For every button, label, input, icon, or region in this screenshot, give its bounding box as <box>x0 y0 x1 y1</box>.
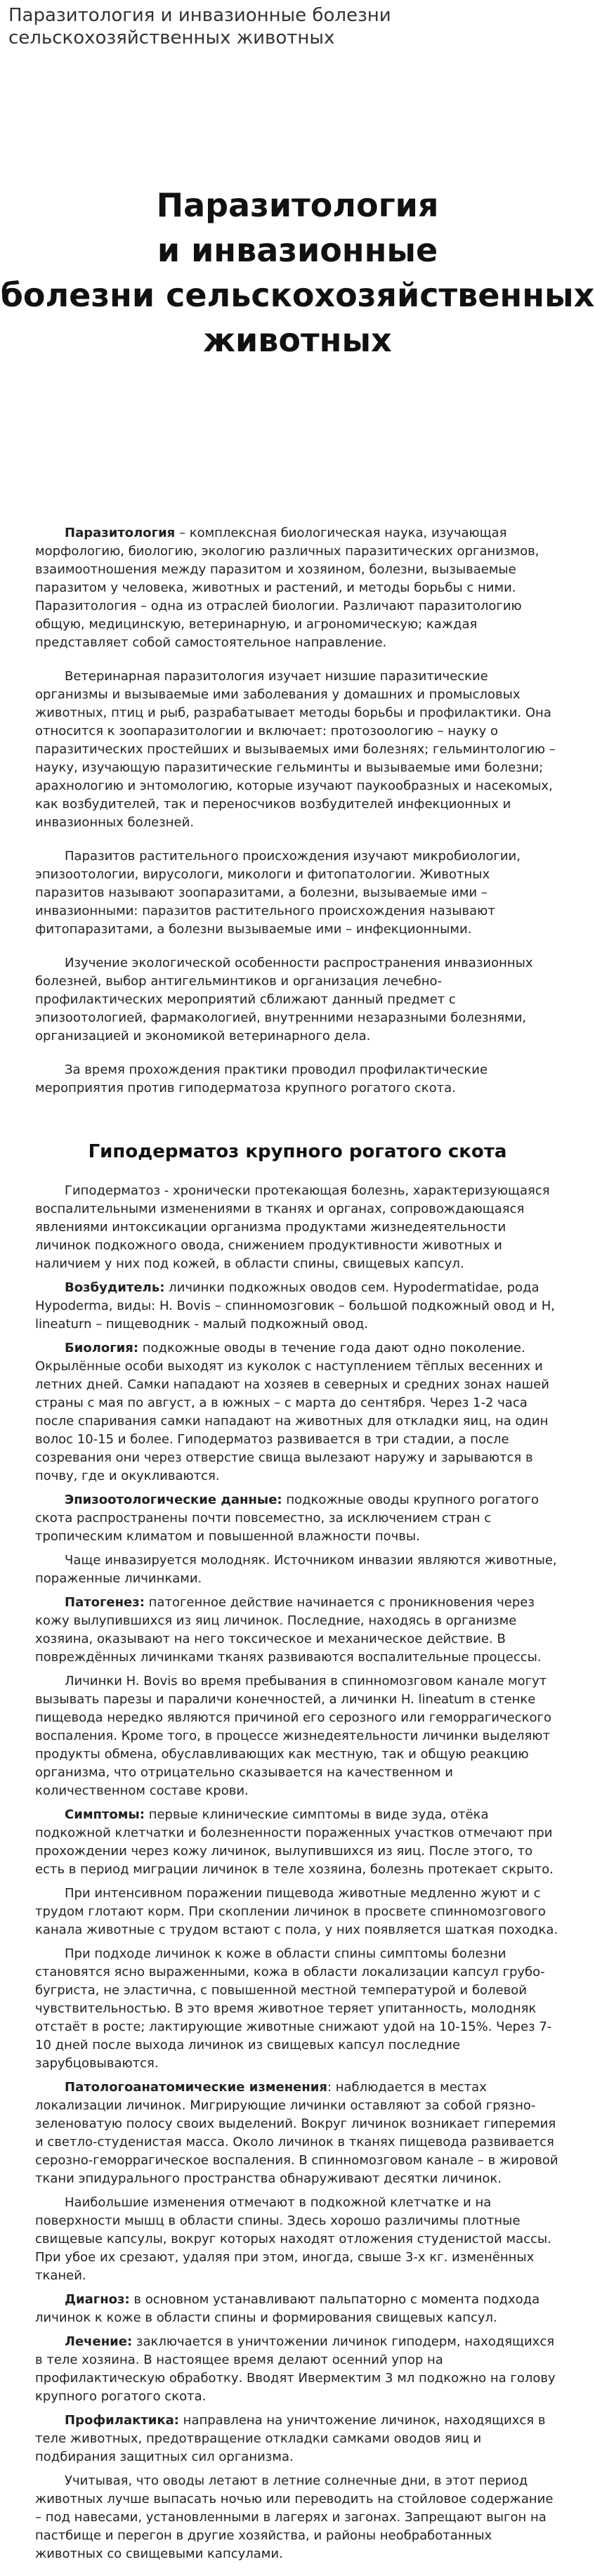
section-paragraph <box>35 2291 560 2327</box>
intro-paragraph <box>35 954 560 1046</box>
intro-section <box>0 524 595 2563</box>
paragraph-text: Гиподерматоз - хронически протекающая болезнь, характеризующаяся воспалительными изменениями в тканях и органах, сопровождающаяся явлениями интоксикации организма продуктами жизнедеятельности личинок подкожного овода, снижением продуктивности животных и наличием у них под кожей, в области спины, свищевых капсул. <box>35 1183 550 1271</box>
paragraph-lead: Симптомы: <box>65 1807 145 1822</box>
paragraph-text: При интенсивном поражении пищевода животные медленно жуют и с трудом глотают корм. При скоплении личинок в просвете спинномозгового канала животные с трудом встают с пола, у них появляется шаткая походка. <box>35 1886 558 1937</box>
paragraph-text: Наибольшие изменения отмечают в подкожной клетчатке и на поверхности мышц в области спины. Здесь хорошо различимы плотные свищевые капсулы, вокруг которых находят отложения студенистой массы. При убое их срезают, удаляя при этом, иногда, свыше 3-х кг. изменённых тканей. <box>35 2195 551 2283</box>
paragraph-lead: Профилактика: <box>65 2413 179 2428</box>
paragraph-lead: Биология: <box>65 1341 139 1355</box>
section-title: Гиподерматоз крупного рогатого скота <box>88 1141 507 1162</box>
paragraph-text: Учитывая, что оводы летают в летние солнечные дни, в этот период животных лучше выпасать ночью или переводить на стойловое содержание – под навесами, установленными в лагерях и загонах. Запрещают выгон на пастбище и перегон в другие хозяйства, и районы необработанных животных со свищевыми капсулами. <box>35 2473 554 2561</box>
section-paragraph <box>35 1806 560 1879</box>
section-paragraph <box>35 1279 560 1334</box>
document-header-title: Паразитология и инвазионные болезни сельскохозяйственных животных <box>8 5 391 48</box>
paragraph-text: Изучение экологической особенности распространения инвазионных болезней, выбор антигельминтиков и организация лечебно-профилактических мероприятий сближают данный предмет с эпизоотологией, фармакологией, внутренними незаразными болезнями, организацией и экономикой ветеринарного дела. <box>35 956 533 1043</box>
section-paragraph <box>35 1672 560 1800</box>
paragraph-text: в основном устанавливают пальпаторно с момента подхода личинок к коже в области спины и формирования свищевых капсул. <box>35 2292 540 2325</box>
paragraph-text: патогенное действие начинается с проникновения через кожу вылупившихся из яиц личинок. Последние, находясь в организме хозяина, оказывают на него токсическое и механическое действие. В повреждённых личинками тканях развиваются воспалительные процессы. <box>35 1595 542 1665</box>
main-title-line: Паразитология <box>156 186 439 224</box>
paragraph-text: : наблюдается в местах локализации личинок. Мигрирующие личинки оставляют за собой грязно-зеленоватую полосу своих выделений. Вокруг личинок возникает гиперемия и светло-студенистая масса. Около личинок в тканях пищевода развивается серозно-геморрагическое воспаления. В спинномозговом канале – в жировой ткани эпидурального пространства обнаруживают десятки личинок. <box>35 2080 558 2186</box>
section-paragraph <box>35 2079 560 2188</box>
section-paragraph <box>35 1552 560 1588</box>
paragraph-text: заключается в уничтожении личинок гиподерм, находящихся в теле хозяина. В настоящее время делают осенний упор на профилактическую обработку. Вводят Ивермектим 3 мл подкожно на голову крупного рогатого скота. <box>35 2334 556 2404</box>
section-paragraph <box>35 2194 560 2285</box>
main-title-line: и инвазионные <box>157 231 438 269</box>
section-paragraph <box>35 2412 560 2466</box>
paragraph-text: Паразитов растительного происхождения изучают микробиологии, эпизоотологии, вирусологи, микологи и фитопатологии. Животных паразитов называют зоопаразитами, а болезни, вызываемые ими – инвазионными: паразитов растительного происхождения называют фитопаразитами, а болезни вызываемые ими – инфекционными. <box>35 849 521 937</box>
paragraph-text: Чаще инвазируется молодняк. Источником инвазии являются животные, пораженные личинками. <box>35 1553 557 1586</box>
section-paragraph <box>35 1339 560 1485</box>
paragraph-text: личинки подкожных оводов сем. Hypodermatidae, рода Hypoderma, виды: H. Bovis – спинномозговик – большой подкожный овод и H, lineaturn – пищеводник - малый подкожный овод. <box>35 1280 555 1332</box>
paragraph-text: подкожные оводы крупного рогатого скота распространены почти повсеместно, за исключением стран с тропическим климатом и повышенной влажности почвы. <box>35 1492 540 1544</box>
section-paragraph <box>35 2472 560 2563</box>
section-paragraph <box>35 2333 560 2406</box>
paragraph-lead: Патологоанатомические изменения <box>65 2080 327 2095</box>
paragraph-text: первые клинические симптомы в виде зуда, отёка подкожной клетчатки и болезненности пораженных участков отмечают при прохождении через кожу личинок, вылупившихся из яиц. После этого, то есть в период миграции личинок в теле хозяина, болезнь протекает скрыто. <box>35 1807 554 1877</box>
paragraph-lead: Патогенез: <box>65 1595 145 1610</box>
paragraph-text: направлена на уничтожение личинок, находящихся в теле животных, предотвращение откладки самками оводов яиц и подбирания защитных сил организма. <box>35 2413 546 2464</box>
paragraph-lead: Лечение: <box>65 2334 133 2349</box>
paragraph-text: За время прохождения практики проводил профилактические мероприятия против гиподерматоза крупного рогатого скота. <box>35 1062 488 1095</box>
section-paragraph <box>35 1945 560 2073</box>
paragraph-lead: Паразитология <box>65 526 176 540</box>
paragraph-text: При подходе личинок к коже в области спины симптомы болезни становятся ясно выраженными, кожа в области локализации капсул грубо-бугриста, не эластична, с повышенной местной температурой и болевой чувствительностью. В это время животное теряет упитанность, молодняк отстаёт в росте; лактирующие животные снижают удой на 10-15%. Через 7-10 дней после выхода личинок из свищевых капсул последние зарубцовываются. <box>35 1946 552 2071</box>
main-title-line: болезни сельскохозяйственных <box>0 276 595 314</box>
paragraph-lead: Диагноз: <box>65 2292 130 2307</box>
section-paragraph <box>35 1182 560 1273</box>
section-paragraph <box>35 1885 560 1939</box>
paragraph-text: Ветеринарная паразитология изучает низшие паразитические организмы и вызываемые ими заболевания у домашних и промысловых животных, птиц и рыб, разрабатывает методы борьбы и профилактики. Она относится к зоопаразитологии и включает: протозоологию – науку о паразитических простейших и вызываемых ими болезнях; гельминтологию – науку, изучающую паразитические гельминты и вызываемые ими болезни; арахнологию и энтомологию, которые изучают паукообразных и насекомых, как возбудителей, так и переносчиков возбудителей инфекционных и инвазионных болезней. <box>35 669 556 830</box>
section-paragraph <box>35 1491 560 1546</box>
intro-paragraph <box>35 847 560 939</box>
paragraph-lead: Эпизоотологические данные: <box>65 1492 282 1507</box>
main-title <box>0 183 595 363</box>
intro-paragraph <box>35 524 560 652</box>
paragraph-text: Личинки H. Bovis во время пребывания в спинномозговом канале могут вызывать парезы и параличи конечностей, а личинки H. lineatum в стенке пищевода нередко являются причиной его серозного или геморрагического воспаления. Кроме того, в процессе жизнедеятельности личинки выделяют продукты обмена, обуславливающих как местную, так и общую реакцию организма, что отрицательно сказывается на качественном и количественном составе крови. <box>35 1674 551 1798</box>
main-title-line: животных <box>203 321 392 359</box>
intro-paragraph <box>35 668 560 832</box>
paragraph-lead: Возбудитель: <box>65 1280 165 1295</box>
paragraph-text: – комплексная биологическая наука, изучающая морфологию, биологию, экологию различных паразитических организмов, взаимоотношения между паразитом и хозяином, болезни, вызываемые паразитом у человека, животных и растений, и методы борьбы с ними. Паразитология – одна из отраслей биологии. Различают паразитологию общую, медицинскую, ветеринарную, и агрономическую; каждая представляет собой самостоятельное направление. <box>35 526 540 650</box>
section-paragraph <box>35 1594 560 1667</box>
paragraph-text: подкожные оводы в течение года дают одно поколение. Окрылённые особи выходят из куколок с наступлением тёплых весенних и летних дней. Самки нападают на хозяев в северных и средних зонах нашей страны с мая по август, а в южных – с марта до сентября. Через 1-2 часа после спаривания самки нападают на животных для откладки яиц, на один волос 10-15 и более. Гиподерматоз развивается в три стадии, а после созревания они через отверстие свища вылезают наружу и зарываются в почву, где и окукливаются. <box>35 1341 549 1483</box>
intro-paragraph <box>35 1061 560 1098</box>
